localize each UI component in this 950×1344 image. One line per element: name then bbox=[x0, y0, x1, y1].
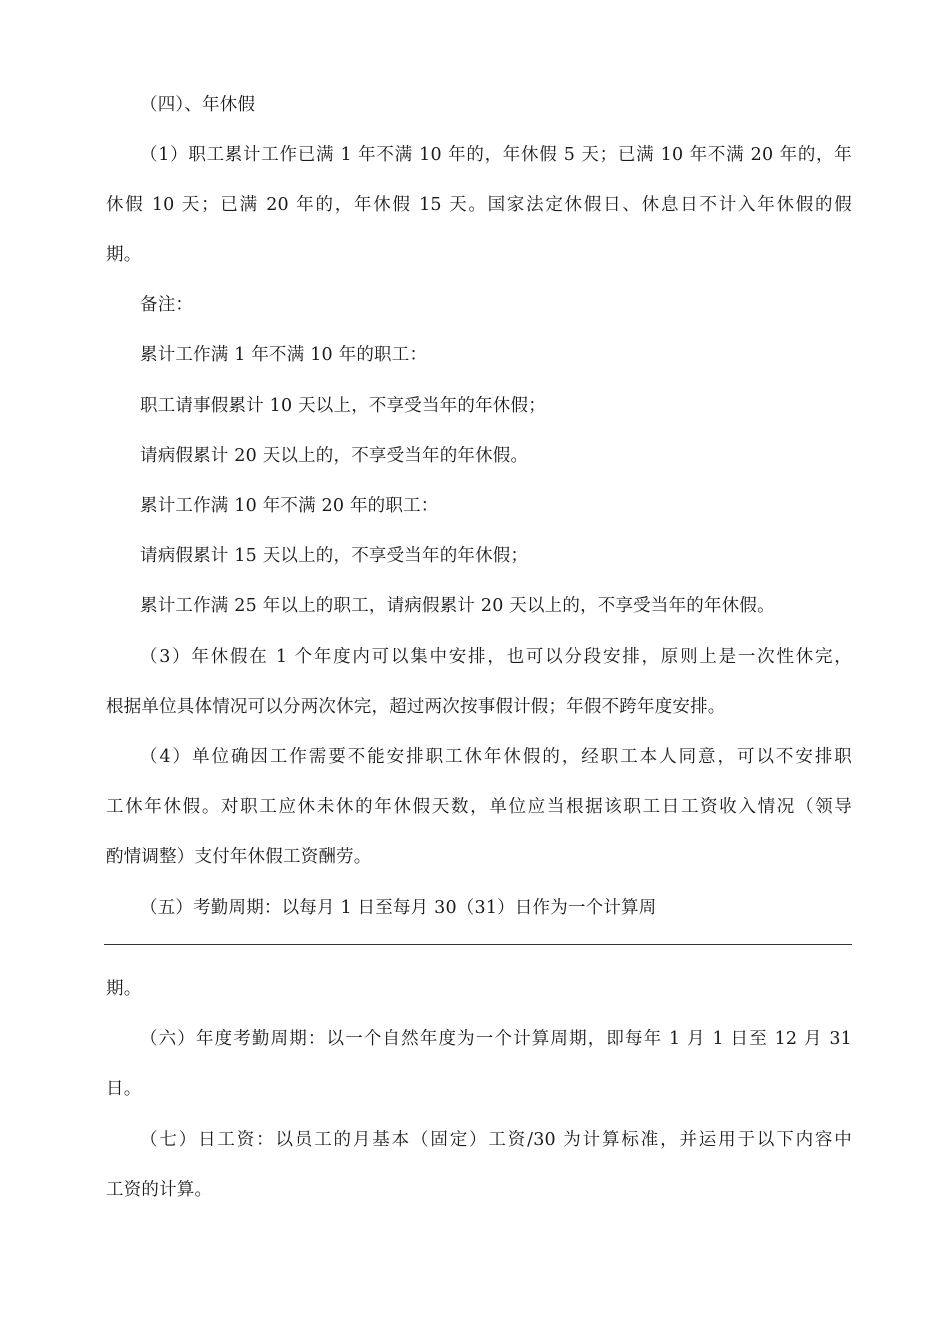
section-heading-annual-leave: （四）、年休假 bbox=[140, 95, 256, 115]
paragraph-line: （五）考勤周期：以每月 1 日至每月 30（31）日作为一个计算周 bbox=[140, 898, 657, 918]
paragraph-line: （1）职工累计工作已满 1 年不满 10 年的，年休假 5 天；已满 10 年不满 20 年的，年 bbox=[140, 145, 852, 165]
paragraph-line: 酌情调整）支付年休假工资酬劳。 bbox=[106, 847, 372, 867]
note-line: 职工请事假累计 10 天以上，不享受当年的年休假； bbox=[140, 396, 546, 416]
paragraph-line: 期。 bbox=[106, 245, 142, 265]
note-line: 累计工作满 1 年不满 10 年的职工： bbox=[140, 345, 428, 365]
paragraph-line: 根据单位具体情况可以分两次休完，超过两次按事假计假；年假不跨年度安排。 bbox=[106, 697, 726, 717]
paragraph-line: （七）日工资：以员工的月基本（固定）工资/30 为计算标准，并运用于以下内容中 bbox=[140, 1130, 852, 1150]
paragraph-line: （六）年度考勤周期：以一个自然年度为一个计算周期，即每年 1 月 1 日至 12 月 31 bbox=[140, 1029, 852, 1049]
note-line: 请病假累计 20 天以上的，不享受当年的年休假。 bbox=[140, 446, 529, 466]
paragraph-line: 日。 bbox=[106, 1079, 142, 1099]
note-line: 累计工作满 25 年以上的职工，请病假累计 20 天以上的，不享受当年的年休假。 bbox=[140, 596, 775, 616]
paragraph-line: 工资的计算。 bbox=[106, 1180, 213, 1200]
note-heading: 备注： bbox=[140, 295, 194, 315]
paragraph-line: 休假 10 天；已满 20 年的，年休假 15 天。国家法定休假日、休息日不计入年休假的假 bbox=[106, 195, 852, 215]
paragraph-line: （3）年休假在 1 个年度内可以集中安排，也可以分段安排，原则上是一次性休完， bbox=[140, 647, 852, 667]
page-divider bbox=[104, 944, 852, 945]
paragraph-line: 期。 bbox=[106, 979, 142, 999]
paragraph-line: （4）单位确因工作需要不能安排职工休年休假的，经职工本人同意，可以不安排职 bbox=[140, 747, 852, 767]
note-line: 请病假累计 15 天以上的，不享受当年的年休假； bbox=[140, 546, 529, 566]
note-line: 累计工作满 10 年不满 20 年的职工： bbox=[140, 496, 439, 516]
paragraph-line: 工休年休假。对职工应休未休的年休假天数，单位应当根据该职工日工资收入情况（领导 bbox=[106, 797, 852, 817]
